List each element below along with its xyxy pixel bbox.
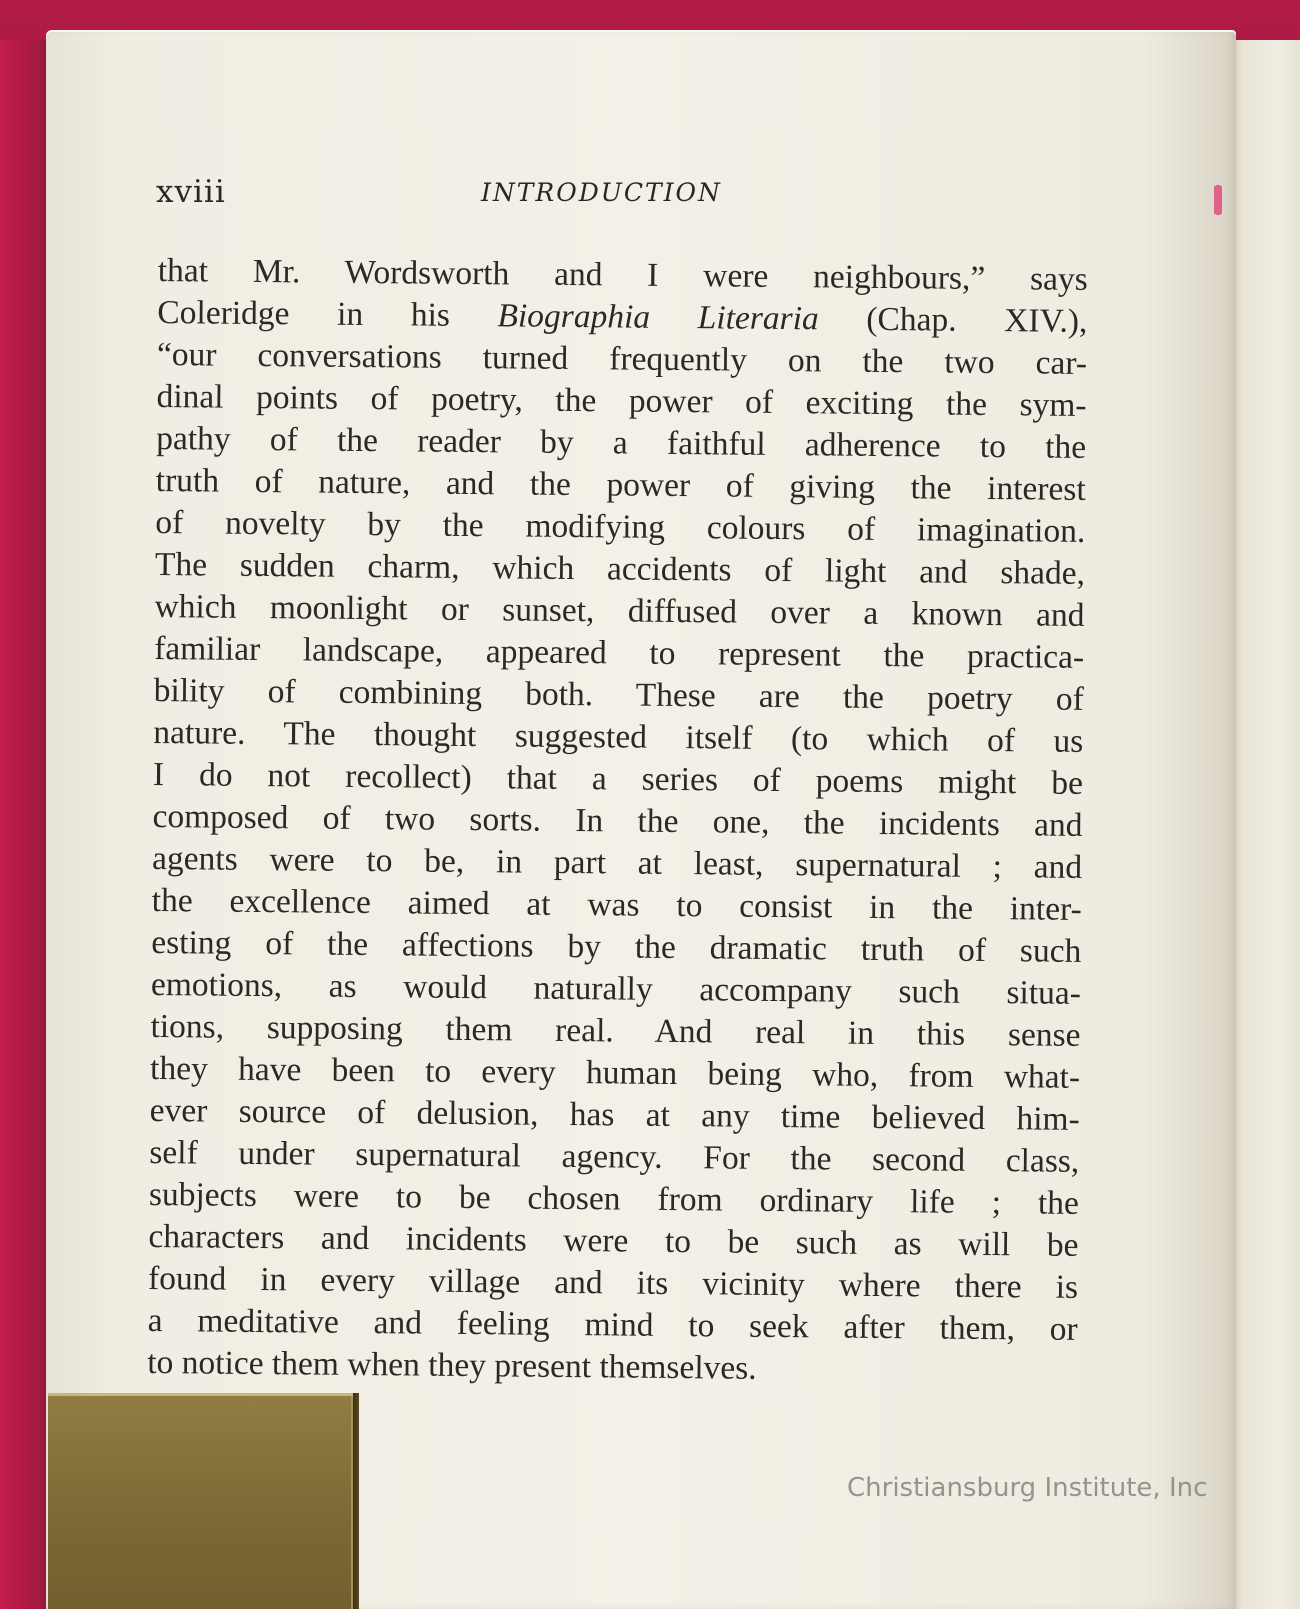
text-line: self under supernatural agency. For the second class, — [149, 1133, 1080, 1180]
text-line: agents were to be, in part at least, supernatural ; and — [151, 839, 1083, 886]
body-text — [147, 250, 1088, 1393]
text-line: characters and incidents were to be such as will be — [148, 1217, 1079, 1264]
text-line: tions, supposing them real. And real in this sense — [150, 1007, 1081, 1054]
text-line: composed of two sorts. In the one, the incidents and — [152, 797, 1083, 844]
running-head: INTRODUCTION — [481, 178, 722, 207]
text-line: they have been to every human being who, from what- — [149, 1049, 1081, 1096]
page-number: xviii — [156, 174, 226, 210]
adjacent-page-edge — [1228, 40, 1300, 1609]
text-fragment: (Chap. XIV.), — [818, 300, 1088, 340]
text-line: “our conversations turned frequently on the two car- — [156, 335, 1088, 382]
text-line: bility of combining both. These are the poetry of — [153, 671, 1084, 718]
text-line: emotions, as would naturally accompany such situa- — [150, 965, 1082, 1012]
text-line: familiar landscape, appeared to represent the practica- — [153, 629, 1085, 676]
text-line: the excellence aimed at was to consist in the inter- — [151, 881, 1082, 928]
book-title-italic: Biographia Literaria — [497, 297, 819, 338]
text-line: dinal points of poetry, the power of exciting the sym- — [156, 377, 1087, 424]
text-line: found in every village and its vicinity where there is — [147, 1259, 1079, 1306]
text-line: of novelty by the modifying colours of imagination. — [155, 503, 1086, 550]
text-line: that Mr. Wordsworth and I were neighbours,” says — [157, 251, 1088, 298]
page-header — [156, 170, 776, 220]
text-line: I do not recollect) that a series of poems might be — [152, 755, 1084, 802]
text-line-last: to notice them when they present themselves. — [147, 1343, 757, 1387]
text-line: pathy of the reader by a faithful adherence to the — [156, 419, 1087, 466]
text-line: a meditative and feeling mind to seek after them, or — [147, 1301, 1078, 1348]
page-edge-mark — [1214, 185, 1222, 215]
text-line: The sudden charm, which accidents of light and shade, — [154, 545, 1086, 592]
watermark: Christiansburg Institute, Inc — [847, 1473, 1208, 1503]
text-line: ever source of delusion, has at any time believed him- — [149, 1091, 1080, 1138]
bookmark — [48, 1393, 359, 1609]
text-line: which moonlight or sunset, diffused over a known and — [154, 587, 1085, 634]
text-fragment: Coleridge in his — [157, 293, 498, 335]
text-line: nature. The thought suggested itself (to which of us — [153, 713, 1084, 760]
text-line: subjects were to be chosen from ordinary life ; the — [148, 1175, 1080, 1222]
text-line: esting of the affections by the dramatic truth of such — [151, 923, 1082, 970]
text-line: truth of nature, and the power of giving the interest — [155, 461, 1086, 508]
